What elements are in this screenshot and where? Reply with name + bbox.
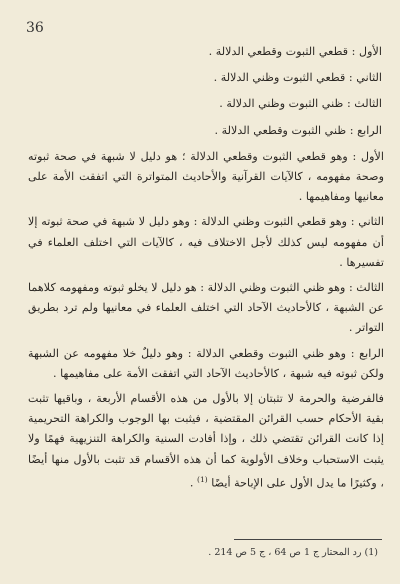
category-line-4: الرابع : ظني الثبوت وقطعي الدلالة .: [214, 123, 382, 137]
paragraph-second: الثاني : وهو قطعي الثبوت وظني الدلالة : وهو دليل لا شبهة في صحة ثبوته إلا أن مفهومه ليس كذلك لأجل الاختلاف فيه ، كالآيات التي اختلف العلماء في تفسيرها .: [28, 215, 384, 269]
category-line-3: الثالث : ظني الثبوت وظني الدلالة .: [219, 97, 382, 111]
footnote: (1) رد المحتار ج 1 ص 64 ، ج 5 ص 214 .: [208, 547, 378, 558]
footnote-divider: [234, 539, 382, 540]
main-text: [28, 42, 384, 499]
category-line-2: الثاني : قطعي الثبوت وظني الدلالة .: [213, 71, 382, 85]
paragraph-third: الثالث : وهو ظني الثبوت وظني الدلالة : هو دليل لا يخلو ثبوته ومفهومه كلاهما عن الشبهة ، كالأحاديث الآحاد التي اختلف العلماء في معانيها ولم ترد بطريق التواتر .: [28, 281, 384, 335]
paragraph-conclusion: [28, 389, 384, 494]
paragraph-first: الأول : وهو قطعي الثبوت وقطعي الدلالة ؛ هو دليل لا شبهة في صحة ثبوته وصحة مفهومه ، كالآيات القرآنية والأحاديث المتواترة التي اتفقت الأمة على معانيها ومفاهيمها .: [28, 149, 384, 204]
conclusion-end: .: [189, 476, 194, 490]
paragraph-fourth: الرابع : وهو ظني الثبوت وقطعي الدلالة : وهو دليلٌ خلا مفهومه عن الشبهة ولكن ثبوته فيه شبهة ، كالأحاديث الآحاد التي اتفقت الأمة على مفاهيمها .: [28, 346, 384, 380]
conclusion-text: فالفرضية والحرمة لا تثبتان إلا بالأول من هذه الأقسام الأربعة ، وباقيها تثبت بقية الأحكام حسب القرائن المقتضية ، فيثبت بها الوجوب والكراهة التحريمية إذا كانت القرائن تقتضي ذلك ، وإذا أفادت السنية والكراهة التنزيهية فهمًا ولا يثبت الاستحباب وخلاف الأولوية كما أن هذه الأقسام قد تثبت بالأول منها أيضًا ، وكثيرًا ما يدل الأول على الإباحة أيضًا: [28, 392, 384, 490]
page-number: 36: [26, 20, 44, 36]
category-line-1: الأول : قطعي الثبوت وقطعي الدلالة .: [208, 45, 382, 58]
footnote-reference: (1): [197, 474, 208, 484]
